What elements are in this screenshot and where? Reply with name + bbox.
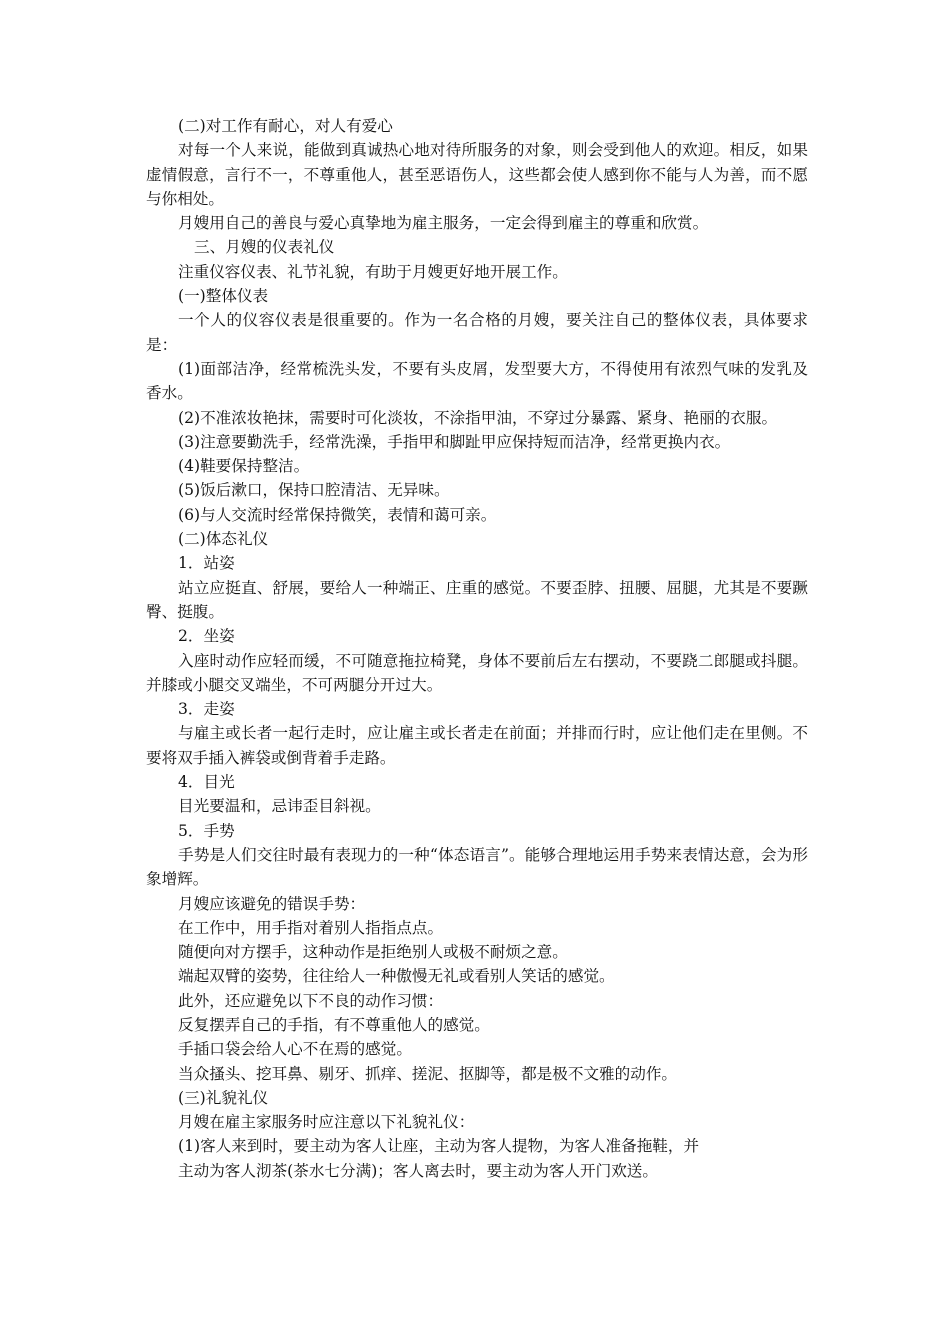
list-item: (3)注意要勤洗手，经常洗澡，手指甲和脚趾甲应保持短而洁净，经常更换内衣。 bbox=[178, 432, 731, 451]
list-item: (4)鞋要保持整洁。 bbox=[178, 457, 310, 476]
body-paragraph: 月嫂应该避免的错误手势： bbox=[178, 894, 366, 913]
subsection-heading: 4．目光 bbox=[178, 773, 235, 792]
body-paragraph: 入座时动作应轻而缓，不可随意拖拉椅凳，身体不要前后左右摆动，不要跷二郎腿或抖腿。并膝或小腿交叉端坐，不可两腿分开过大。 bbox=[146, 651, 808, 694]
subsection-heading: 2．坐姿 bbox=[178, 627, 235, 646]
body-paragraph: 目光要温和，忌讳歪目斜视。 bbox=[178, 797, 381, 816]
body-paragraph: 站立应挺直、舒展，要给人一种端正、庄重的感觉。不要歪脖、扭腰、屈腿，尤其是不要蹶臀、挺腹。 bbox=[146, 578, 808, 621]
body-paragraph: 此外，还应避免以下不良的动作习惯： bbox=[178, 991, 444, 1010]
list-item: (6)与人交流时经常保持微笑，表情和蔼可亲。 bbox=[178, 505, 497, 524]
body-paragraph: 对每一个人来说，能做到真诚热心地对待所服务的对象，则会受到他人的欢迎。相反，如果虚情假意，言行不一，不尊重他人，甚至恶语伤人，这些都会使人感到你不能与人为善，而不愿与你相处。 bbox=[146, 141, 808, 208]
body-paragraph: 与雇主或长者一起行走时，应让雇主或长者走在前面；并排而行时，应让他们走在里侧。不要将双手插入裤袋或倒背着手走路。 bbox=[146, 724, 808, 767]
list-item: (2)不准浓妆艳抹，需要时可化淡妆，不涂指甲油，不穿过分暴露、紧身、艳丽的衣服。 bbox=[178, 408, 778, 427]
chapter-heading: 三、月嫂的仪表礼仪 bbox=[194, 238, 335, 257]
list-item-continuation: 主动为客人沏茶(茶水七分满)；客人离去时，要主动为客人开门欢送。 bbox=[178, 1161, 658, 1180]
list-item: (1)面部洁净，经常梳洗头发，不要有头皮屑，发型要大方，不得使用有浓烈气味的发乳及香水。 bbox=[146, 359, 808, 403]
body-paragraph: 月嫂在雇主家服务时应注意以下礼貌礼仪： bbox=[178, 1113, 475, 1132]
body-paragraph: 手势是人们交往时最有表现力的一种“体态语言”。能够合理地运用手势来表情达意，会为形象增辉。 bbox=[146, 845, 808, 889]
section-heading: (三)礼貌礼仪 bbox=[178, 1088, 269, 1107]
body-paragraph: 月嫂用自己的善良与爱心真挚地为雇主服务，一定会得到雇主的尊重和欣赏。 bbox=[178, 214, 709, 233]
body-paragraph: 一个人的仪容仪表是很重要的。作为一名合格的月嫂，要关注自己的整体仪表，具体要求是： bbox=[146, 311, 808, 354]
body-paragraph: 手插口袋会给人心不在焉的感觉。 bbox=[178, 1040, 412, 1059]
section-heading: (二)对工作有耐心，对人有爱心 bbox=[178, 117, 393, 135]
subsection-heading: 5．手势 bbox=[178, 821, 235, 840]
document-page bbox=[146, 114, 808, 1183]
body-paragraph: 当众搔头、挖耳鼻、剔牙、抓痒、搓泥、抠脚等，都是极不文雅的动作。 bbox=[178, 1064, 678, 1083]
body-paragraph: 在工作中，用手指对着别人指指点点。 bbox=[178, 918, 444, 937]
subsection-heading: 1．站姿 bbox=[178, 554, 235, 573]
subsection-heading: 3．走姿 bbox=[178, 700, 235, 719]
list-item: (5)饭后漱口，保持口腔清洁、无异味。 bbox=[178, 481, 450, 500]
body-paragraph: 随便向对方摆手，这种动作是拒绝别人或极不耐烦之意。 bbox=[178, 943, 568, 962]
body-paragraph: 注重仪容仪表、礼节礼貌，有助于月嫂更好地开展工作。 bbox=[178, 262, 568, 281]
body-paragraph: 反复摆弄自己的手指，有不尊重他人的感觉。 bbox=[178, 1015, 490, 1034]
section-heading: (一)整体仪表 bbox=[178, 287, 269, 306]
section-heading: (二)体态礼仪 bbox=[178, 530, 269, 549]
list-item: (1)客人来到时，要主动为客人让座，主动为客人提物，为客人准备拖鞋，并 bbox=[178, 1137, 700, 1156]
body-paragraph: 端起双臂的姿势，往往给人一种傲慢无礼或看别人笑话的感觉。 bbox=[178, 967, 615, 986]
